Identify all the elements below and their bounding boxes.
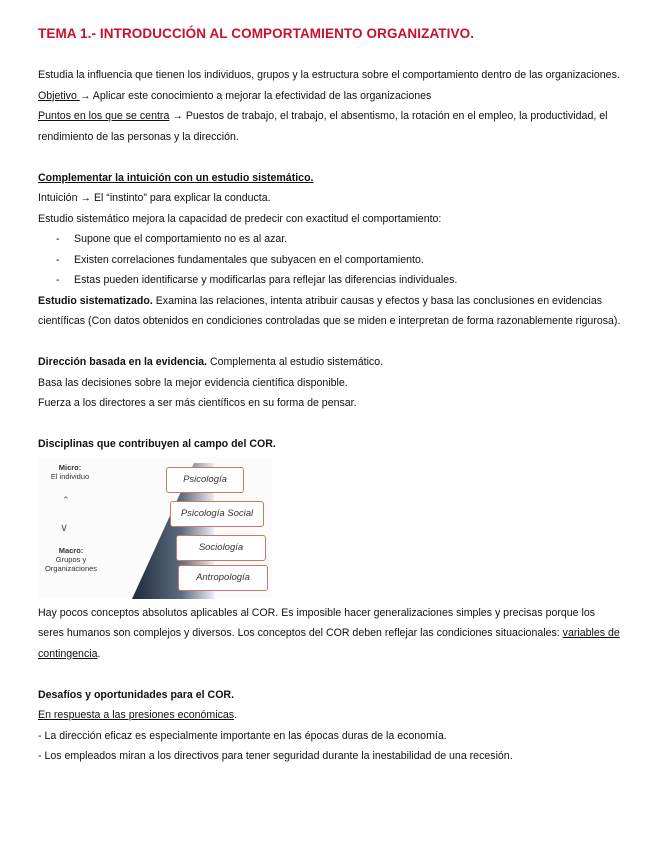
chevron-down-icon: ∨ <box>60 521 69 534</box>
list-item: - Supone que el comportamiento no es al azar. <box>56 229 623 250</box>
box-antropologia: Antropología <box>178 565 268 591</box>
direccion-line-2: Basa las decisiones sobre la mejor evidencia científica disponible. <box>38 376 348 389</box>
box-sociologia: Sociología <box>176 535 266 561</box>
intro-paragraph: Estudia la influencia que tienen los individuos, grupos y la estructura sobre el comportamiento dentro de las organizaciones. <box>38 69 620 81</box>
sistematizado-text: Examina las relaciones, intenta atribuir causas y efectos y basa las conclusiones en evidencias científicas (Con datos obtenidos en condiciones controladas que se miden e interpretan de forma razonablemente rigurosa). <box>38 294 621 327</box>
sistematizado-label: Estudio sistematizado. <box>38 294 153 307</box>
disciplinas-figure <box>38 457 272 599</box>
desafios-sub-end: . <box>234 709 238 721</box>
sistematizado-paragraph <box>38 291 623 332</box>
puntos-label: Puntos en los que se centra <box>38 110 170 122</box>
complementar-heading: Complementar la intuición con un estudio sistemático. <box>38 171 314 184</box>
variables-link: variables de contingencia <box>38 627 620 660</box>
objetivo-label: Objetivo <box>38 89 80 102</box>
document-title: TEMA 1.- INTRODUCCIÓN AL COMPORTAMIENTO ORGANIZATIVO. <box>38 26 475 41</box>
puntos-text: Puestos de trabajo, el trabajo, el absentismo, la rotación en el empleo, la productividad, el rendimiento de las personas y la dirección. <box>38 110 608 143</box>
desafios-line-1: - La dirección eficaz es especialmente importante en las épocas duras de la economía. <box>38 729 447 742</box>
disciplinas-text: Hay pocos conceptos absolutos aplicables al COR. Es imposible hacer generalizaciones simples y precisas porque los seres humanos son complejos y diversos. Los conceptos del COR deben reflejar las condiciones situacionales: <box>38 606 596 639</box>
estudio-line: Estudio sistemático mejora la capacidad de predecir con exactitud el comportamiento: <box>38 212 442 225</box>
chevron-up-icon: ⌃ <box>62 494 70 505</box>
bullet-list <box>38 229 623 291</box>
direccion-label: Dirección basada en la evidencia. <box>38 356 207 368</box>
micro-label: Micro: <box>58 462 82 472</box>
desafios-sub-line <box>38 705 623 726</box>
list-item: - Estas pueden identificarse y modificarlas para reflejar las diferencias individuales. <box>56 270 623 291</box>
disciplinas-text-end: . <box>97 647 101 660</box>
objetivo-text: Aplicar este conocimiento a mejorar la efectividad de las organizaciones <box>90 89 432 102</box>
macro-label: Macro: <box>58 545 84 555</box>
direccion-line-3: Fuerza a los directores a ser más científicos en su forma de pensar. <box>38 397 357 409</box>
direccion-text: Complementa al estudio sistemático. <box>207 356 384 368</box>
intuicion-line: Intuición → El “instinto” para explicar la conducta. <box>38 192 271 204</box>
direccion-line <box>38 352 623 373</box>
desafios-heading: Desafíos y oportunidades para el COR. <box>38 688 235 701</box>
box-psicologia-social: Psicología Social <box>170 501 264 527</box>
desafios-sub: En respuesta a las presiones económicas <box>38 709 235 721</box>
desafios-line-2: - Los empleados miran a los directivos para tener seguridad durante la inestabilidad de una recesión. <box>38 750 513 762</box>
micro-sublabel: El individuo <box>50 471 90 481</box>
micro-macro-labels <box>38 457 108 599</box>
document-page <box>38 26 623 767</box>
puntos-line <box>38 106 623 147</box>
list-item: - Existen correlaciones fundamentales que subyacen en el comportamiento. <box>56 250 623 271</box>
macro-sublabel-2: Organizaciones <box>44 563 98 573</box>
box-psicologia: Psicología <box>166 467 244 493</box>
arrow-glyph: → <box>79 89 91 102</box>
disciplinas-paragraph <box>38 603 623 665</box>
disciplinas-heading: Disciplinas que contribuyen al campo del COR. <box>38 438 276 450</box>
objetivo-line <box>38 86 623 107</box>
arrow-glyph: → <box>169 110 186 122</box>
macro-sublabel-1: Grupos y <box>55 554 87 564</box>
